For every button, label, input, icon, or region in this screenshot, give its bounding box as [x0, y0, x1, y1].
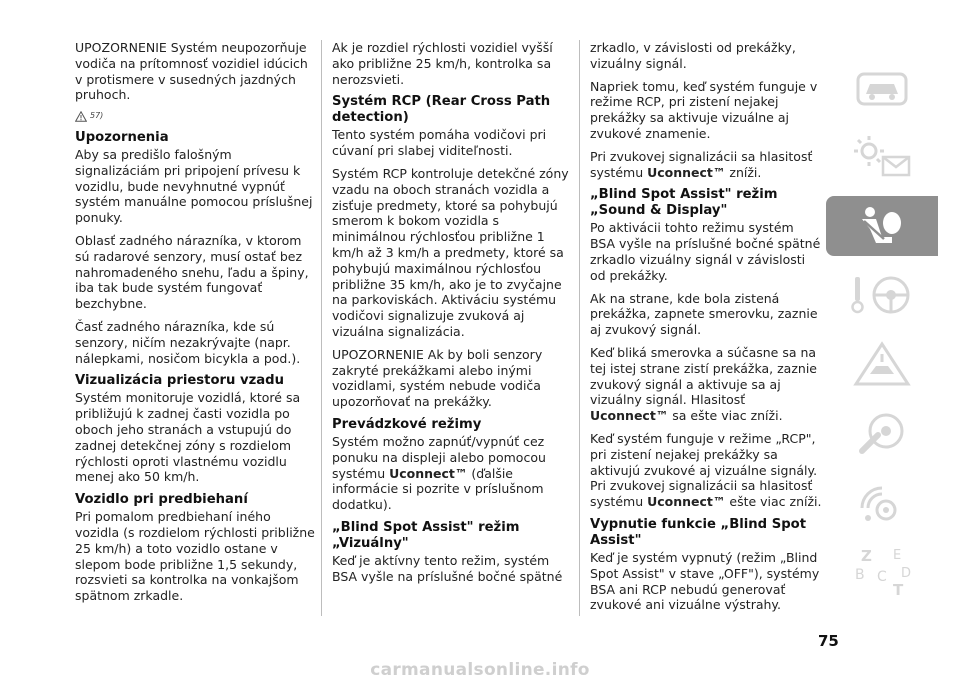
heading-vizualny: „Blind Spot Assist" režim „Vizuálny" [332, 519, 520, 551]
warning-reference [75, 108, 315, 124]
paragraph: Ak na strane, kde bola zistená prekážka, zapnete smerovku, zaznie aj zvukový signál. [590, 290, 818, 338]
paragraph: Po aktivácii tohto režimu systém BSA vyšle na príslušné bočné spätné zrkadlo vizuálny signál v závislosti od prekážky. [590, 220, 821, 283]
multimedia-icon [852, 478, 912, 526]
chapter-sidebar [826, 58, 938, 610]
alphabetical-index-icon [847, 543, 917, 599]
paragraph: Pri pomalom predbiehaní iného vozidla (s rozdielom rýchlosti približne 25 km/h) a toto vozidlo ostane v slepom bode približne 1,5 sekundy, rozsvieti sa kontrolka na vonkajšom spätnom zrkadle. [75, 509, 315, 604]
column-divider [579, 40, 580, 616]
chapter-tab-safety[interactable] [826, 196, 938, 256]
paragraph: Keď je aktívny tento režim, systém BSA vyšle na príslušné bočné spätné [332, 552, 563, 584]
airbag-safety-icon [852, 203, 912, 249]
warning-triangle-icon [75, 111, 87, 122]
paragraph: Tento systém pomáha vodičovi pri cúvaní pri slabej viditeľnosti. [332, 127, 547, 159]
text: Systém možno zapnúť/vypnúť cez ponuku na displeji alebo pomocou systému [332, 433, 546, 481]
chapter-tab-service[interactable] [826, 403, 938, 463]
uconnect-brand: Uconnect™ [647, 164, 726, 180]
text: Keď systém funguje v režime „RCP", pri zistení nejakej prekážky sa aktivujú zvukové aj vizuálne signály. Pri zvukovej signalizácii sa hlasitosť systému [590, 430, 818, 510]
heading-rcp: Systém RCP (Rear Cross Path detection) [332, 94, 551, 126]
index-letter-z: Z [861, 547, 872, 565]
warning-lights-icon [847, 133, 917, 181]
chapter-tab-dashboard[interactable] [826, 58, 938, 118]
reference-number: 57) [90, 111, 104, 121]
text-column-2 [332, 40, 576, 592]
column-divider [321, 40, 322, 616]
heading-upozornenia: Upozornenia [75, 129, 169, 145]
paragraph: zrkadlo, v závislosti od prekážky, vizuálny signál. [590, 40, 796, 71]
service-wrench-icon [852, 409, 912, 457]
paragraph: Keď je systém vypnutý (režim „Blind Spot Assist" v stave „OFF"), systémy BSA ani RCP nebudú generovať zvukové ani vizuálne výstrahy. [590, 549, 820, 613]
paragraph [590, 431, 822, 510]
chapter-tab-index[interactable] [826, 541, 938, 601]
warning-paragraph: UPOZORNENIE Systém neupozorňuje vodiča na prítomnosť vozidiel idúcich v protismere v susedných jazdných pruhoch. [75, 40, 308, 103]
text: Keď bliká smerovka a súčasne sa na tej istej strane zistí prekážka, zaznie zvukový signál a aktivuje sa aj vizuálny signál. Hlasitosť [590, 344, 817, 408]
text-column-1 [75, 40, 315, 611]
heading-sound-display: „Blind Spot Assist" režim „Sound & Display" [590, 187, 778, 219]
text: sa ešte viac zníži. [668, 408, 783, 424]
paragraph: Napriek tomu, keď systém funguje v režime RCP, pri zistení nejakej prekážky sa aktivuje vizuálne aj zvukové znamenie. [590, 78, 818, 141]
uconnect-brand: Uconnect™ [647, 494, 726, 510]
heading-vizualizacia: Vizualizácia priestoru vzadu [75, 373, 285, 389]
paragraph: Ak je rozdiel rýchlosti vozidiel vyšší ako približne 25 km/h, kontrolka sa nerozsvieti. [332, 40, 553, 87]
paragraph: Systém monitoruje vozidlá, ktoré sa približujú k zadnej časti vozidla po oboch jeho stranách a vstupujú do zadnej detekčnej zóny s rozdielom rýchlosti oproti vlastnému vozidlu menej ako 50 km/h. [75, 390, 301, 485]
text: zníži. [725, 164, 762, 180]
index-letter-e: E [893, 548, 902, 563]
paragraph [590, 149, 822, 181]
paragraph: Oblasť zadného nárazníka, v ktorom sú radarové senzory, musí ostať bez nahromadeného snehu, ľadu a špiny, iba tak bude systém fungovať bezchybne. [75, 232, 309, 312]
steering-wheel-icon [847, 271, 917, 319]
heading-predbiehani: Vozidlo pri predbiehaní [75, 492, 248, 508]
paragraph [590, 345, 822, 424]
car-dashboard-icon [852, 66, 912, 110]
text: ešte viac zníži. [725, 494, 822, 510]
paragraph [332, 434, 576, 513]
watermark: carmanualsonline.info [370, 660, 590, 680]
text-column-3 [590, 40, 822, 620]
text: (ďalšie informácie si pozrite v príslušnom dodatku). [332, 465, 544, 513]
paragraph: Systém RCP kontroluje detekčné zóny vzadu na oboch stranách vozidla a zisťuje predmety, ktoré sa pohybujú smerom k bokom vozidla s minimálnou rýchlosťou približne 1 km/h až 3 km/h a predmety, ktoré sa pohybujú maximálnou rýchlosťou približne 35 km/h, ako je to zvyčajne na parkoviskách. Aktiváciu systému vodičovi signalizuje zvuková aj vizuálna signalizácia. [332, 165, 569, 339]
index-letter-b: B [855, 567, 865, 583]
index-letter-t: T [893, 581, 904, 599]
paragraph: UPOZORNENIE Ak by boli senzory zakryté prekážkami alebo inými vozidlami, systém nebude vodiča upozorňovať na prekážky. [332, 346, 543, 410]
page-number: 75 [818, 632, 839, 650]
heading-rezimy: Prevádzkové režimy [332, 416, 482, 432]
chapter-tab-multimedia[interactable] [826, 472, 938, 532]
paragraph: Časť zadného nárazníka, kde sú senzory, ničím nezakrývajte (napr. nálepkami, nosičom bicykla a pod.). [75, 318, 301, 366]
index-letter-c: C [877, 569, 887, 585]
breakdown-triangle-icon [852, 340, 912, 388]
uconnect-brand: Uconnect™ [590, 408, 669, 424]
chapter-tab-warning-lights[interactable] [826, 127, 938, 187]
index-letter-d: D [901, 566, 912, 581]
heading-vypnutie: Vypnutie funkcie „Blind Spot Assist" [590, 516, 807, 548]
paragraph: Aby sa predišlo falošným signalizáciám pri pripojení prívesu k vozidlu, bude nevyhnutné vypnúť systém manuálne pomocou príslušnej ponuky. [75, 146, 313, 226]
text: Pri zvukovej signalizácii sa hlasitosť systému [590, 148, 813, 180]
chapter-tab-emergency[interactable] [826, 334, 938, 394]
chapter-tab-starting-driving[interactable] [826, 265, 938, 325]
uconnect-brand: Uconnect™ [389, 465, 468, 481]
